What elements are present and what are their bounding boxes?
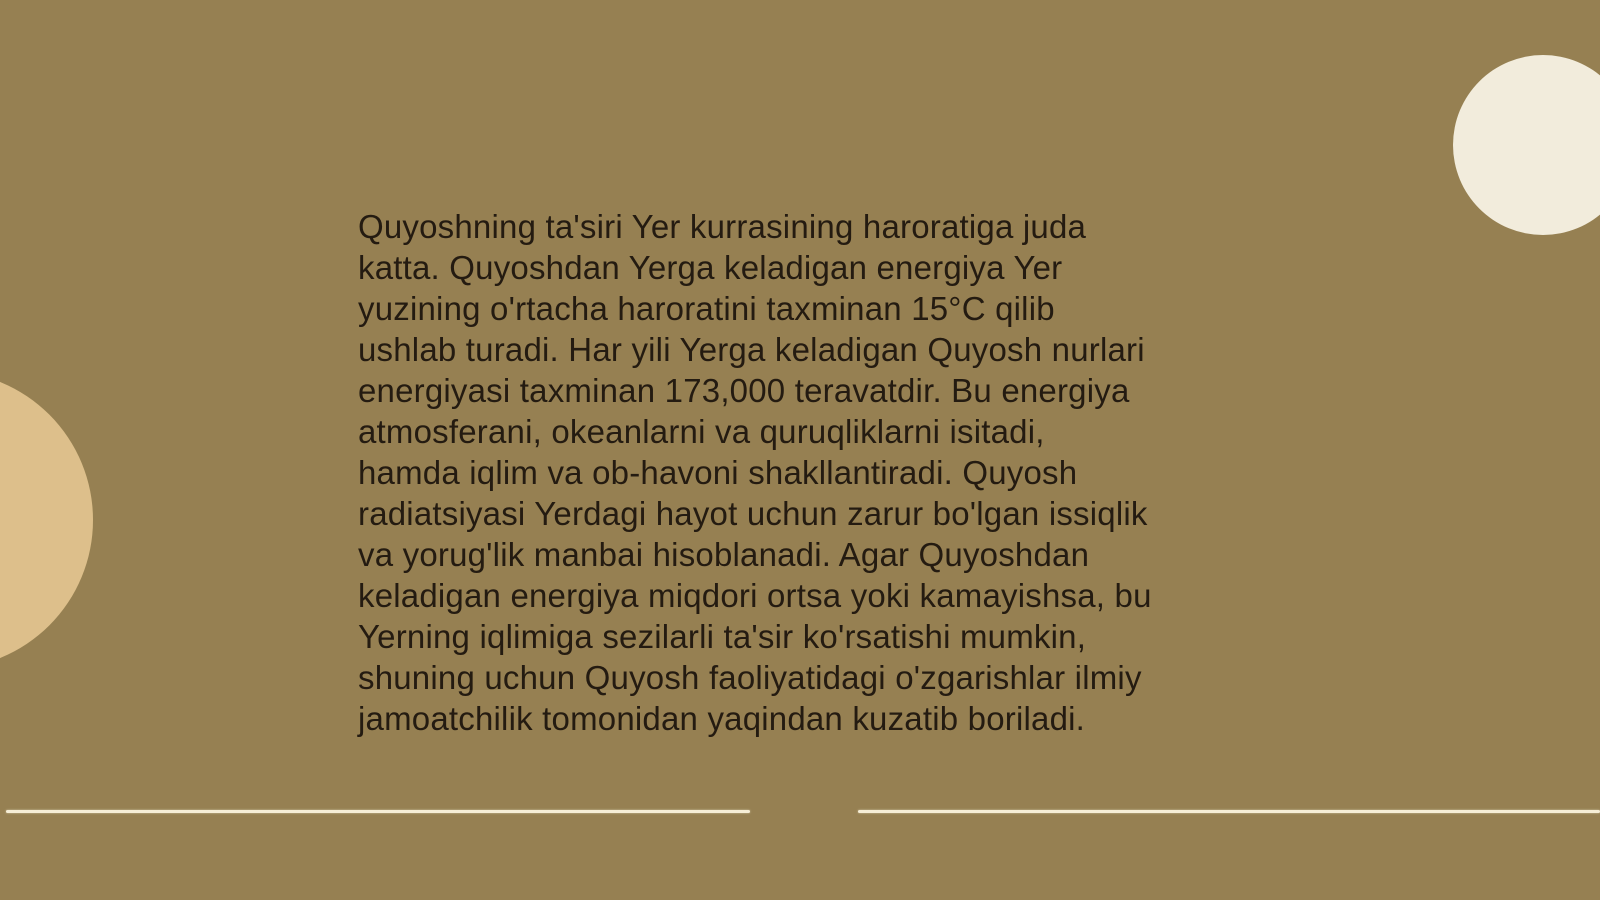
text-line: atmosferani, okeanlarni va quruqliklarni isitadi,: [358, 413, 1045, 450]
slide-body-paragraph: [358, 206, 1152, 739]
text-line: ushlab turadi. Har yili Yerga keladigan Quyosh nurlari: [358, 331, 1145, 368]
decorative-circle-top-right: [1453, 55, 1600, 235]
text-line: Quyoshning ta'siri Yer kurrasining haroratiga juda: [358, 208, 1087, 245]
text-line: radiatsiyasi Yerdagi hayot uchun zarur bo'lgan issiqlik: [358, 495, 1148, 532]
text-line: Yerning iqlimiga sezilarli ta'sir ko'rsatishi mumkin,: [358, 618, 1087, 655]
text-line: keladigan energiya miqdori ortsa yoki kamayishsa, bu: [358, 577, 1152, 614]
footer-divider-left: [6, 810, 750, 813]
text-line: katta. Quyoshdan Yerga keladigan energiya Yer: [358, 249, 1063, 286]
decorative-circle-left: [0, 371, 93, 669]
footer-divider-right: [858, 810, 1600, 813]
text-line: energiyasi taxminan 173,000 teravatdir. Bu energiya: [358, 372, 1130, 409]
text-line: hamda iqlim va ob-havoni shakllantiradi. Quyosh: [358, 454, 1078, 491]
text-line: shuning uchun Quyosh faoliyatidagi o'zgarishlar ilmiy: [358, 659, 1142, 696]
text-line: jamoatchilik tomonidan yaqindan kuzatib boriladi.: [358, 700, 1086, 737]
text-line: va yorug'lik manbai hisoblanadi. Agar Quyoshdan: [358, 536, 1090, 573]
text-line: yuzining o'rtacha haroratini taxminan 15°C qilib: [358, 290, 1055, 327]
